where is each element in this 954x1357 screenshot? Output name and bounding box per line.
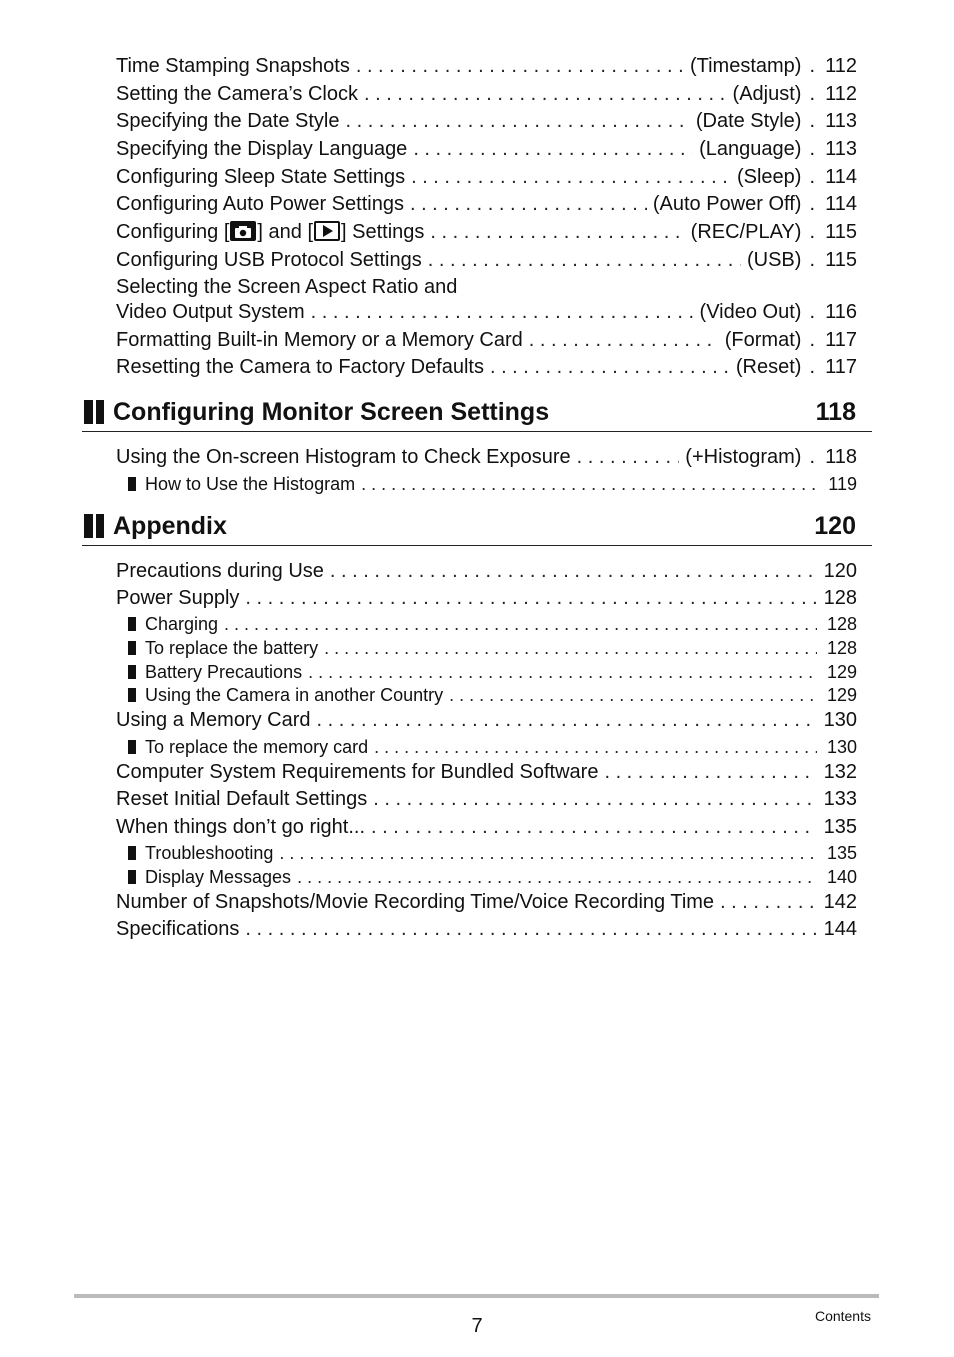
toc-entry: Formatting Built-in Memory or a Memory Card . . . (Format) . 117 — [116, 328, 857, 352]
entry-title: Configuring [ ] and [ ] Settings — [116, 221, 425, 243]
section-page: 118 — [815, 398, 856, 426]
toc-entry: Configuring [ ] and [ ] Settings . . . (REC/PLAY) . 115 — [116, 220, 857, 244]
entry-page: 113 — [825, 138, 857, 160]
section-divider — [82, 431, 872, 432]
entry-page: 128 — [826, 638, 857, 658]
entry-page: 129 — [826, 685, 857, 705]
entry-title: Configuring Sleep State Settings — [116, 166, 406, 188]
entry-title: Power Supply — [116, 587, 240, 609]
entry-tag: (Auto Power Off) — [652, 193, 802, 215]
toc-entry — [116, 760, 857, 784]
dot-leader — [577, 445, 680, 469]
entry-tag: (+Histogram) — [685, 446, 802, 468]
toc-subentry — [128, 841, 857, 865]
entry-page: 117 — [825, 329, 857, 351]
entry-page: 132 — [823, 761, 857, 783]
entry-page: 115 — [825, 221, 857, 243]
section-heading-monitor — [84, 397, 856, 427]
dot-leader — [449, 683, 817, 707]
entry-page: 128 — [823, 587, 857, 609]
toc-entry: Time Stamping Snapshots . . . (Timestamp) . 112 — [116, 54, 857, 78]
bullet-icon — [128, 617, 136, 631]
dot-leader — [361, 472, 817, 496]
toc-subentry — [128, 636, 857, 660]
entry-title: Resetting the Camera to Factory Defaults — [116, 356, 484, 378]
entry-title: Number of Snapshots/Movie Recording Time/Voice Recording Time — [116, 891, 715, 913]
toc-entry — [116, 559, 857, 583]
entry-title: Specifying the Display Language — [116, 138, 408, 160]
footer-section-label: Contents — [814, 1308, 871, 1324]
bullet-icon — [128, 665, 136, 679]
toc-subentry — [128, 865, 857, 889]
toc-entry: Specifying the Date Style . . . (Date Style) . 113 — [116, 109, 857, 133]
dot-leader — [308, 660, 817, 684]
toc-entry — [116, 708, 857, 732]
toc-subentry — [128, 472, 857, 496]
dot-leader — [356, 54, 684, 78]
entry-page: 142 — [823, 891, 857, 913]
entry-title: To replace the battery — [145, 638, 319, 658]
entry-page: 135 — [826, 843, 857, 863]
entry-page: 129 — [826, 662, 857, 682]
toc-entry: Configuring Auto Power Settings . . . (Auto Power Off) . 114 — [116, 192, 857, 216]
dot-leader — [430, 220, 684, 244]
entry-title: Computer System Requirements for Bundled Software — [116, 761, 599, 783]
section-heading-appendix — [84, 511, 856, 541]
entry-title: How to Use the Histogram — [145, 474, 356, 494]
entry-title: Using a Memory Card — [116, 709, 311, 731]
toc-entry: Using the On-screen Histogram to Check Exposure . . . (+Histogram) . 118 — [116, 445, 857, 469]
dot-leader — [224, 612, 817, 636]
dot-leader — [345, 109, 689, 133]
dot-leader — [413, 137, 693, 161]
entry-tag: (Timestamp) — [689, 55, 802, 77]
dot-leader — [371, 815, 817, 839]
bullet-icon — [128, 641, 136, 655]
entry-page: 114 — [825, 193, 857, 215]
section-marker-icon — [84, 400, 104, 424]
dot-leader — [324, 636, 817, 660]
section-marker-icon — [84, 514, 104, 538]
dot-leader — [374, 735, 817, 759]
dot-leader — [373, 787, 817, 811]
toc-entry: Video Output System . . . (Video Out) . 116 — [116, 300, 857, 324]
dot-leader — [245, 917, 817, 941]
footer-divider — [74, 1294, 879, 1298]
entry-title: When things don’t go right... — [116, 816, 366, 838]
entry-title: Specifications — [116, 918, 240, 940]
entry-page: 114 — [825, 166, 857, 188]
entry-title: Setting the Camera’s Clock — [116, 83, 358, 105]
entry-tag: (Format) — [724, 329, 802, 351]
section-title: Configuring Monitor Screen Settings — [113, 398, 550, 426]
entry-page: 144 — [823, 918, 857, 940]
toc-entry: Configuring Sleep State Settings . . . (Sleep) . 114 — [116, 165, 857, 189]
entry-page: 119 — [828, 474, 857, 494]
entry-page: 140 — [826, 867, 857, 887]
entry-tag: (REC/PLAY) — [690, 221, 802, 243]
toc-entry: Resetting the Camera to Factory Defaults . . . (Reset) . 117 — [116, 355, 857, 379]
toc-entry: Configuring USB Protocol Settings . . . (USB) . 115 — [116, 248, 857, 272]
dot-leader — [604, 760, 817, 784]
entry-title: Using the Camera in another Country — [145, 685, 444, 705]
dot-leader — [411, 165, 731, 189]
dot-leader — [317, 708, 817, 732]
bullet-icon — [128, 846, 136, 860]
dot-leader — [245, 586, 817, 610]
entry-title-line1: Selecting the Screen Aspect Ratio and — [116, 276, 458, 298]
toc-entry: Specifying the Display Language . . . (Language) . 113 — [116, 137, 857, 161]
entry-title: Reset Initial Default Settings — [116, 788, 368, 810]
toc-entry — [116, 787, 857, 811]
toc-entry — [116, 917, 857, 941]
bullet-icon — [128, 688, 136, 702]
entry-page: 112 — [825, 83, 857, 105]
entry-page: 135 — [823, 816, 857, 838]
entry-title: Time Stamping Snapshots — [116, 55, 350, 77]
entry-page: 128 — [826, 614, 857, 634]
dot-leader — [410, 192, 647, 216]
entry-title: Video Output System — [116, 301, 305, 323]
entry-page: 113 — [825, 110, 857, 132]
bullet-icon — [128, 740, 136, 754]
entry-title: Formatting Built-in Memory or a Memory Card — [116, 329, 523, 351]
entry-tag: (Language) — [699, 138, 802, 160]
dot-leader — [364, 82, 727, 106]
entry-page: 117 — [825, 356, 857, 378]
entry-tag: (Date Style) — [695, 110, 802, 132]
entry-page: 130 — [826, 737, 857, 757]
dot-leader — [529, 328, 719, 352]
section-divider — [82, 545, 872, 546]
play-icon — [314, 221, 340, 241]
entry-title: Display Messages — [145, 867, 292, 887]
entry-page: 120 — [823, 560, 857, 582]
dot-leader — [311, 300, 694, 324]
dot-leader — [330, 559, 817, 583]
bullet-icon — [128, 477, 136, 491]
toc-entry — [116, 890, 857, 914]
toc-subentry — [128, 735, 857, 759]
dot-leader — [297, 865, 817, 889]
camera-icon — [230, 221, 256, 241]
entry-title: Precautions during Use — [116, 560, 324, 582]
entry-page: 118 — [825, 446, 857, 468]
dot-leader — [490, 355, 730, 379]
page-number: 7 — [471, 1315, 483, 1337]
entry-title: Battery Precautions — [145, 662, 303, 682]
entry-tag: (Reset) — [735, 356, 802, 378]
dot-leader — [279, 841, 817, 865]
entry-title: Specifying the Date Style — [116, 110, 340, 132]
toc-subentry — [128, 660, 857, 684]
entry-title: Configuring USB Protocol Settings — [116, 249, 422, 271]
entry-tag: (USB) — [746, 249, 802, 271]
toc-subentry — [128, 683, 857, 707]
entry-page: 130 — [823, 709, 857, 731]
entry-title: Configuring Auto Power Settings — [116, 193, 404, 215]
entry-tag: (Sleep) — [736, 166, 802, 188]
entry-title: Troubleshooting — [145, 843, 274, 863]
toc-entry: Setting the Camera’s Clock . . . (Adjust) . 112 — [116, 82, 857, 106]
toc-entry-line1 — [116, 275, 857, 299]
entry-tag: (Adjust) — [732, 83, 802, 105]
toc-entry — [116, 815, 857, 839]
dot-leader — [428, 248, 741, 272]
entry-title: To replace the memory card — [145, 737, 369, 757]
dot-leader — [720, 890, 817, 914]
section-title: Appendix — [113, 512, 227, 540]
entry-tag: (Video Out) — [699, 301, 802, 323]
bullet-icon — [128, 870, 136, 884]
entry-page: 115 — [825, 249, 857, 271]
section-page: 120 — [814, 512, 856, 540]
entry-page: 112 — [825, 55, 857, 77]
entry-title: Charging — [145, 614, 219, 634]
entry-page: 133 — [823, 788, 857, 810]
entry-page: 116 — [825, 301, 857, 323]
toc-entry — [116, 586, 857, 610]
entry-title: Using the On-screen Histogram to Check Exposure — [116, 446, 571, 468]
toc-subentry — [128, 612, 857, 636]
